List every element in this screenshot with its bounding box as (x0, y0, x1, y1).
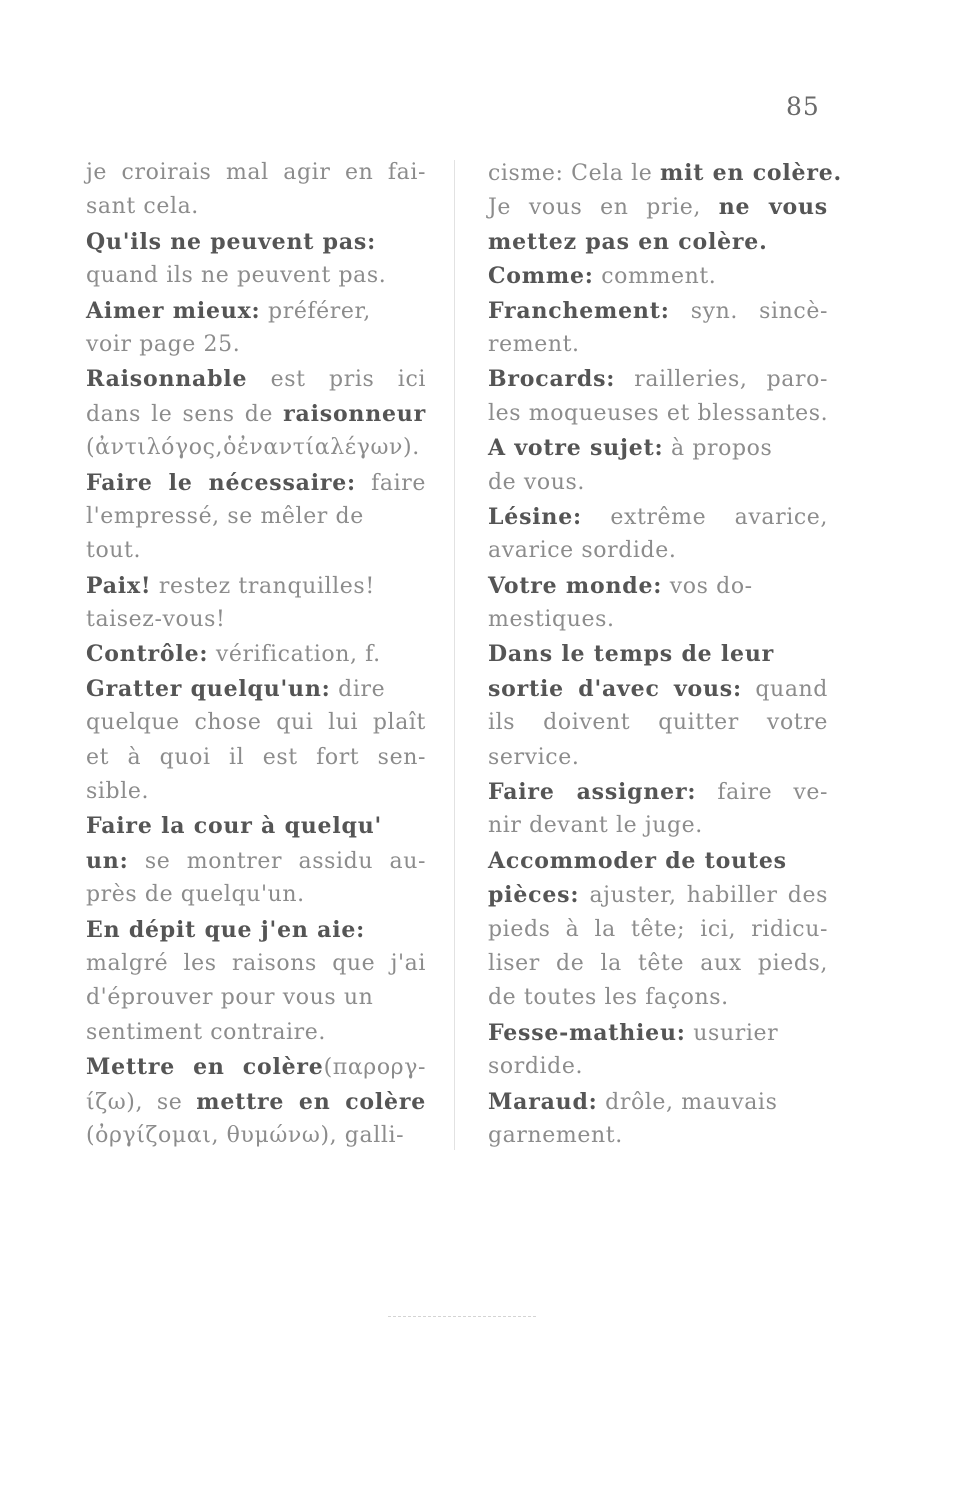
definition-text: sordide. (488, 1054, 584, 1080)
text-line (488, 878, 828, 912)
definition-text: mestiques. (488, 607, 615, 633)
headword: Raisonnable (86, 366, 248, 393)
text-line (488, 294, 828, 328)
text-line (86, 328, 426, 362)
headword: Faire assigner: (488, 779, 697, 806)
headword: Aimer mieux: (86, 297, 261, 324)
text-line (86, 466, 426, 500)
definition-text: service. (488, 744, 580, 770)
definition-text: liser de la tête aux pieds, (488, 950, 828, 976)
text-line (86, 1085, 426, 1119)
headword: En dépit que j'en aie: (86, 916, 366, 943)
definition-text: dire (330, 676, 386, 702)
text-line (488, 500, 828, 534)
definition-text: quelque chose qui lui plaît (86, 710, 426, 736)
footer-rule (388, 1316, 536, 1317)
text-line (488, 1016, 828, 1050)
headword: mettre en colère (196, 1088, 427, 1115)
definition-text: faire (355, 470, 426, 496)
text-line (86, 294, 426, 328)
text-line (86, 500, 426, 534)
definition-text: tout. (86, 538, 142, 564)
text-line (86, 225, 426, 259)
definition-text: je croirais mal agir en fai- (86, 160, 426, 185)
text-line (488, 569, 828, 603)
text-line (488, 431, 828, 465)
text-line (488, 706, 828, 740)
text-line (86, 706, 426, 740)
column-divider (454, 160, 455, 1150)
definition-text: sentiment contraire. (86, 1019, 327, 1045)
definition-text: (ὀργίζομαι, θυμώνω), galli- (86, 1122, 405, 1148)
definition-text: syn. sincè- (669, 298, 828, 324)
headword: mit en colère. (659, 160, 842, 186)
definition-text: les moqueuses et blessantes. (488, 400, 829, 426)
text-line (86, 741, 426, 775)
headword: Dans le temps de leur (488, 641, 775, 668)
text-line (488, 809, 828, 843)
headword: Votre monde: (488, 572, 663, 599)
definition-text: sant cela. (86, 194, 199, 220)
definition-text: ils doivent quitter votre (488, 710, 828, 736)
definition-text: quand ils ne peuvent pas. (86, 263, 387, 289)
definition-text: taisez-vous! (86, 607, 226, 633)
definition-text: l'empressé, se mêler de (86, 503, 364, 529)
text-line (488, 259, 828, 293)
text-line (488, 534, 828, 568)
text-line (488, 603, 828, 637)
text-line (86, 1050, 426, 1084)
text-line (488, 190, 828, 224)
definition-text: vos do- (662, 573, 753, 599)
page-number: 85 (786, 92, 820, 121)
definition-text: (ἀντιλόγος,ὁἐναντίαλέγων). (86, 435, 420, 461)
definition-text: drôle, mauvais (597, 1089, 778, 1115)
text-line (488, 981, 828, 1015)
text-line (86, 569, 426, 603)
headword: Faire la cour à quelqu' (86, 813, 383, 840)
text-line (86, 1016, 426, 1050)
text-line (488, 637, 828, 671)
text-line (86, 844, 426, 878)
headword: Maraud: (488, 1088, 598, 1115)
text-line (86, 672, 426, 706)
definition-text: est pris ici (247, 367, 426, 393)
definition-text: rement. (488, 331, 580, 357)
definition-text: restez tranquilles! (151, 573, 375, 599)
definition-text: comment. (593, 264, 717, 290)
headword: Qu'ils ne peuvent pas: (86, 228, 377, 255)
text-line (86, 637, 426, 671)
right-text-column (488, 156, 842, 1153)
definition-text: malgré les raisons que j'ai (86, 950, 426, 976)
text-line (488, 362, 828, 396)
headword: Gratter quelqu'un: (86, 675, 331, 702)
definition-text: usurier (685, 1020, 779, 1046)
definition-text: nir devant le juge. (488, 813, 703, 839)
text-line (488, 328, 828, 362)
headword: raisonneur (283, 400, 426, 427)
left-text-column (86, 156, 426, 1153)
text-line (86, 1119, 426, 1153)
headword: mettez pas en colère. (488, 228, 768, 255)
headword: Fesse-mathieu: (488, 1019, 686, 1046)
definition-text: près de quelqu'un. (86, 882, 305, 908)
text-line (488, 947, 828, 981)
text-line (86, 878, 426, 912)
text-line (488, 156, 842, 190)
headword: Franchement: (488, 297, 670, 324)
definition-text: d'éprouver pour vous un (86, 985, 374, 1011)
text-line (488, 466, 828, 500)
text-line (86, 809, 426, 843)
text-line (488, 844, 828, 878)
headword: sortie d'avec vous: (488, 675, 742, 702)
text-line (86, 913, 426, 947)
definition-text: préférer, (260, 298, 371, 324)
text-line (488, 225, 828, 259)
definition-text: se montrer assidu au- (128, 848, 426, 874)
text-line (86, 362, 426, 396)
definition-text: de toutes les façons. (488, 985, 729, 1011)
definition-text: railleries, paro- (615, 367, 828, 393)
headword: Faire le nécessaire: (86, 469, 356, 496)
text-line (86, 603, 426, 637)
definition-text: avarice sordide. (488, 538, 677, 564)
definition-text: cisme: Cela le (488, 161, 660, 186)
headword: Mettre en colère (86, 1054, 324, 1081)
text-line (488, 913, 828, 947)
text-line (86, 981, 426, 1015)
headword: Lésine: (488, 503, 582, 530)
text-line (488, 1085, 828, 1119)
text-line (86, 259, 426, 293)
definition-text: à propos (663, 436, 773, 462)
text-line (86, 156, 426, 190)
definition-text: pieds à la tête; ici, ridicu- (488, 916, 828, 942)
headword: Contrôle: (86, 641, 209, 668)
text-line (86, 431, 426, 465)
definition-text: extrême avarice, (581, 504, 828, 530)
definition-text: garnement. (488, 1122, 623, 1148)
text-line (488, 1119, 828, 1153)
text-line (488, 1050, 828, 1084)
text-line (86, 397, 426, 431)
definition-text: ajuster, habiller des (579, 883, 828, 909)
definition-text: dans le sens de (86, 401, 284, 427)
headword: un: (86, 847, 129, 874)
text-line (86, 775, 426, 809)
definition-text: de vous. (488, 469, 586, 495)
text-line (86, 190, 426, 224)
headword: Accommoder de toutes (488, 847, 787, 874)
headword: pièces: (488, 882, 580, 909)
definition-text: Je vous en prie, (488, 195, 719, 221)
definition-text: et à quoi il est fort sen- (86, 744, 426, 770)
definition-text: sible. (86, 779, 150, 805)
text-line (488, 672, 828, 706)
text-line (86, 947, 426, 981)
text-line (488, 775, 828, 809)
definition-text: quand (741, 676, 828, 702)
definition-text: ίζω), se (86, 1089, 197, 1115)
headword: ne vous (718, 194, 828, 221)
headword: Paix! (86, 572, 152, 599)
text-line (488, 397, 828, 431)
definition-text: (παροργ- (323, 1055, 426, 1081)
headword: Brocards: (488, 366, 616, 393)
definition-text: vérification, f. (208, 642, 381, 668)
text-line (86, 534, 426, 568)
text-line (488, 741, 828, 775)
definition-text: faire ve- (696, 780, 828, 806)
definition-text: voir page 25. (86, 331, 241, 357)
headword: Comme: (488, 263, 594, 290)
headword: A votre sujet: (488, 435, 664, 462)
